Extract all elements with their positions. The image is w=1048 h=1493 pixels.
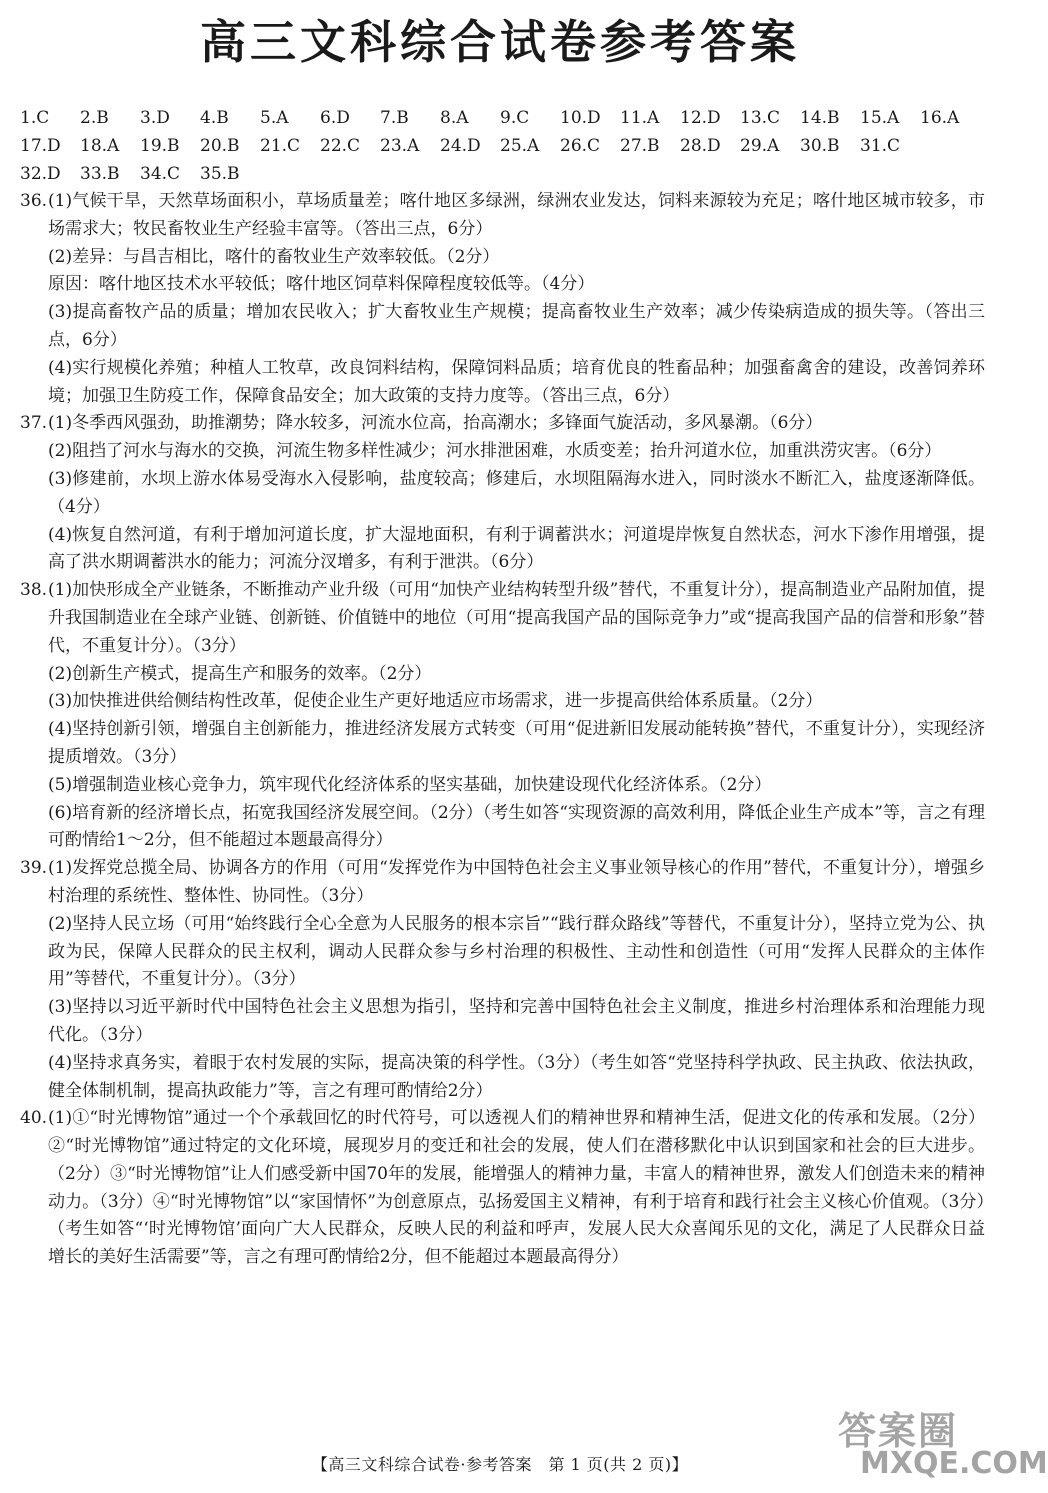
- answer-part: (3)修建前，水坝上游水体易受海水入侵影响，盐度较高；修建后，水坝阻隔海水进入，同时淡水不断汇入，盐度逐渐降低。（4分）: [48, 468, 985, 517]
- answer-part: (3)加快推进供给侧结构性改革，促使企业生产更好地适应市场需求，进一步提高供给体系质量。（2分）: [48, 691, 823, 712]
- choice-answer: 23.A: [380, 136, 420, 156]
- logo-mark: 答案圈: [838, 1409, 959, 1453]
- choice-answer: 24.D: [440, 136, 481, 156]
- page-footer: 【高三文科综合试卷·参考答案 第 1 页(共 2 页)】: [311, 1455, 689, 1474]
- choice-answer: 29.A: [740, 136, 780, 156]
- choice-answer: 19.B: [140, 136, 180, 156]
- choice-answer: 31.C: [860, 136, 901, 156]
- choice-answer: 3.D: [140, 108, 170, 128]
- choice-answer: 5.A: [260, 108, 289, 128]
- choice-answer: 27.B: [620, 136, 660, 156]
- answer-part: (1)冬季西风强劲，助推潮势；降水较多，河流水位高，抬高潮水；多锋面气旋活动，多风暴潮。（6分）: [48, 413, 823, 434]
- choice-answer: 15.A: [860, 108, 900, 128]
- choice-answer: 35.B: [200, 164, 240, 184]
- answer-part: (6)培育新的经济增长点，拓宽我国经济发展空间。（2分）（考生如答“实现资源的高效利用，降低企业生产成本”等，言之有理可酌情给1～2分，但不能超过本题最高得分）: [48, 802, 985, 851]
- choice-answer: 10.D: [560, 108, 601, 128]
- answer-part: (2)阻挡了河水与海水的交换，河流生物多样性减少；河水排泄困难，水质变差；抬升河道水位，加重洪涝灾害。（6分）: [48, 441, 942, 462]
- answer-part: (4)坚持创新引领，增强自主创新能力，推进经济发展方式转变（可用“促进新旧发展动能转换”替代，不重复计分），实现经济提质增效。（3分）: [48, 719, 985, 767]
- answer-part: (2)创新生产模式，提高生产和服务的效率。（2分）: [48, 663, 432, 684]
- multiple-choice-answers: [20, 104, 980, 188]
- choice-answer: 1.C: [20, 108, 50, 128]
- choice-answer: 16.A: [920, 108, 960, 128]
- choice-answer: 14.B: [800, 108, 840, 128]
- question-number: 36.: [20, 191, 48, 211]
- choice-answer: 4.B: [200, 108, 229, 128]
- choice-answer: 18.A: [80, 136, 120, 156]
- choice-row: [20, 104, 980, 132]
- choice-answer: 26.C: [560, 136, 601, 156]
- choice-answer: 25.A: [500, 136, 540, 156]
- answer-part: (1)加快形成全产业链条，不断推动产业升级（可用“加快产业结构转型升级”替代，不重复计分），提高制造业产品附加值，提升我国制造业在全球产业链、创新链、价值链中的地位（可用“提高我国产品的国际竞争力”或“提高我国产品的信誉和形象”替代，不重复计分）。（3分）: [48, 580, 985, 656]
- answer-part: (3)坚持以习近平新时代中国特色社会主义思想为指引，坚持和完善中国特色社会主义制度，推进乡村治理体系和治理能力现代化。（3分）: [48, 997, 985, 1045]
- question-number: 39.: [20, 858, 48, 879]
- answer-part: 原因：喀什地区技术水平较低；喀什地区饲草料保障程度较低等。（4分）: [48, 274, 595, 295]
- choice-row: [20, 160, 980, 188]
- answer-part: (3)提高畜牧产品的质量；增加农民收入；扩大畜牧业生产规模；提高畜牧业生产效率；减少传染病造成的损失等。（答出三点，6分）: [48, 302, 985, 350]
- choice-answer: 8.A: [440, 108, 469, 128]
- question-block: [20, 410, 985, 577]
- choice-answer: 2.B: [80, 108, 109, 128]
- question-number: 37.: [20, 413, 48, 434]
- choice-answer: 7.B: [380, 108, 409, 128]
- choice-answer: 32.D: [20, 164, 61, 184]
- choice-answer: 17.D: [20, 136, 61, 156]
- question-block: [20, 855, 985, 1105]
- question-number: 40.: [20, 1108, 48, 1129]
- choice-answer: 6.D: [320, 108, 350, 128]
- choice-row: [20, 132, 980, 160]
- answer-part: (2)差异：与昌吉相比，喀什的畜牧业生产效率较低。（2分）: [48, 246, 500, 267]
- question-answers: [20, 188, 985, 1272]
- answer-part: (4)恢复自然河道，有利于增加河道长度，扩大湿地面积，有利于调蓄洪水；河道堤岸恢复自然状态，河水下渗作用增强，提高了洪水期调蓄洪水的能力；河流分汊增多，有利于泄洪。（6分）: [48, 524, 985, 573]
- page-title: 高三文科综合试卷参考答案: [200, 15, 800, 69]
- choice-answer: 34.C: [140, 164, 181, 184]
- logo-url: MXQE.COM: [860, 1446, 1048, 1481]
- answer-part: (1)发挥党总揽全局、协调各方的作用（可用“发挥党作为中国特色社会主义事业领导核心的作用”替代，不重复计分），增强乡村治理的系统性、整体性、协同性。（3分）: [48, 858, 985, 906]
- choice-answer: 33.B: [80, 164, 120, 184]
- choice-answer: 20.B: [200, 136, 240, 156]
- choice-answer: 13.C: [740, 108, 781, 128]
- choice-answer: 30.B: [800, 136, 840, 156]
- answer-part: (1)①“时光博物馆”通过一个个承载回忆的时代符号，可以透视人们的精神世界和精神生活，促进文化的传承和发展。（2分）②“时光博物馆”通过特定的文化环境，展现岁月的变迁和社会的发展，使人们在潜移默化中认识到国家和社会的巨大进步。（2分）③“时光博物馆”让人们感受新中国70年的发展，能增强人的精神力量，丰富人的精神世界，激发人们创造未来的精神动力。（3分）④“时光博物馆”以“家国情怀”为创意原点，弘扬爱国主义精神，有利于培育和践行社会主义核心价值观。（3分）（考生如答“‘时光博物馆’面向广大人民群众，反映人民的利益和呼声，发展人民大众喜闻乐见的文化，满足了人民群众日益增长的美好生活需要”等，言之有理可酌情给2分，但不能超过本题最高得分）: [48, 1108, 985, 1268]
- choice-answer: 22.C: [320, 136, 361, 156]
- site-logo: [820, 1400, 1048, 1485]
- question-block: [20, 577, 985, 855]
- answer-part: (4)实行规模化养殖；种植人工牧草，改良饲料结构，保障饲料品质；培育优良的牲畜品种；加强畜禽舍的建设，改善饲养环境；加强卫生防疫工作，保障食品安全；加大政策的支持力度等。（答出三点，6分）: [48, 357, 985, 406]
- question-block: [20, 188, 985, 410]
- choice-answer: 11.A: [620, 108, 660, 128]
- choice-answer: 21.C: [260, 136, 301, 156]
- answer-part: (5)增强制造业核心竞争力，筑牢现代化经济体系的坚实基础，加快建设现代化经济体系。（2分）: [48, 774, 772, 795]
- answer-part: (4)坚持求真务实，着眼于农村发展的实际，提高决策的科学性。（3分）（考生如答“党坚持科学执政、民主执政、依法执政，健全体制机制，提高执政能力”等，言之有理可酌情给2分）: [48, 1052, 985, 1101]
- choice-answer: 28.D: [680, 136, 721, 156]
- question-number: 38.: [20, 580, 48, 601]
- answer-part: (1)气候干旱，天然草场面积小，草场质量差；喀什地区多绿洲，绿洲农业发达，饲料来源较为充足；喀什地区城市较多，市场需求大；牧民畜牧业生产经验丰富等。（答出三点，6分）: [48, 191, 985, 239]
- question-block: [20, 1105, 985, 1272]
- choice-answer: 9.C: [500, 108, 530, 128]
- answer-part: (2)坚持人民立场（可用“始终践行全心全意为人民服务的根本宗旨”“践行群众路线”等替代，不重复计分），坚持立党为公、执政为民，保障人民群众的民主权利，调动人民群众参与乡村治理的积极性、主动性和创造性（可用“发挥人民群众的主体作用”等替代，不重复计分）。（3分）: [48, 913, 985, 990]
- choice-answer: 12.D: [680, 108, 721, 128]
